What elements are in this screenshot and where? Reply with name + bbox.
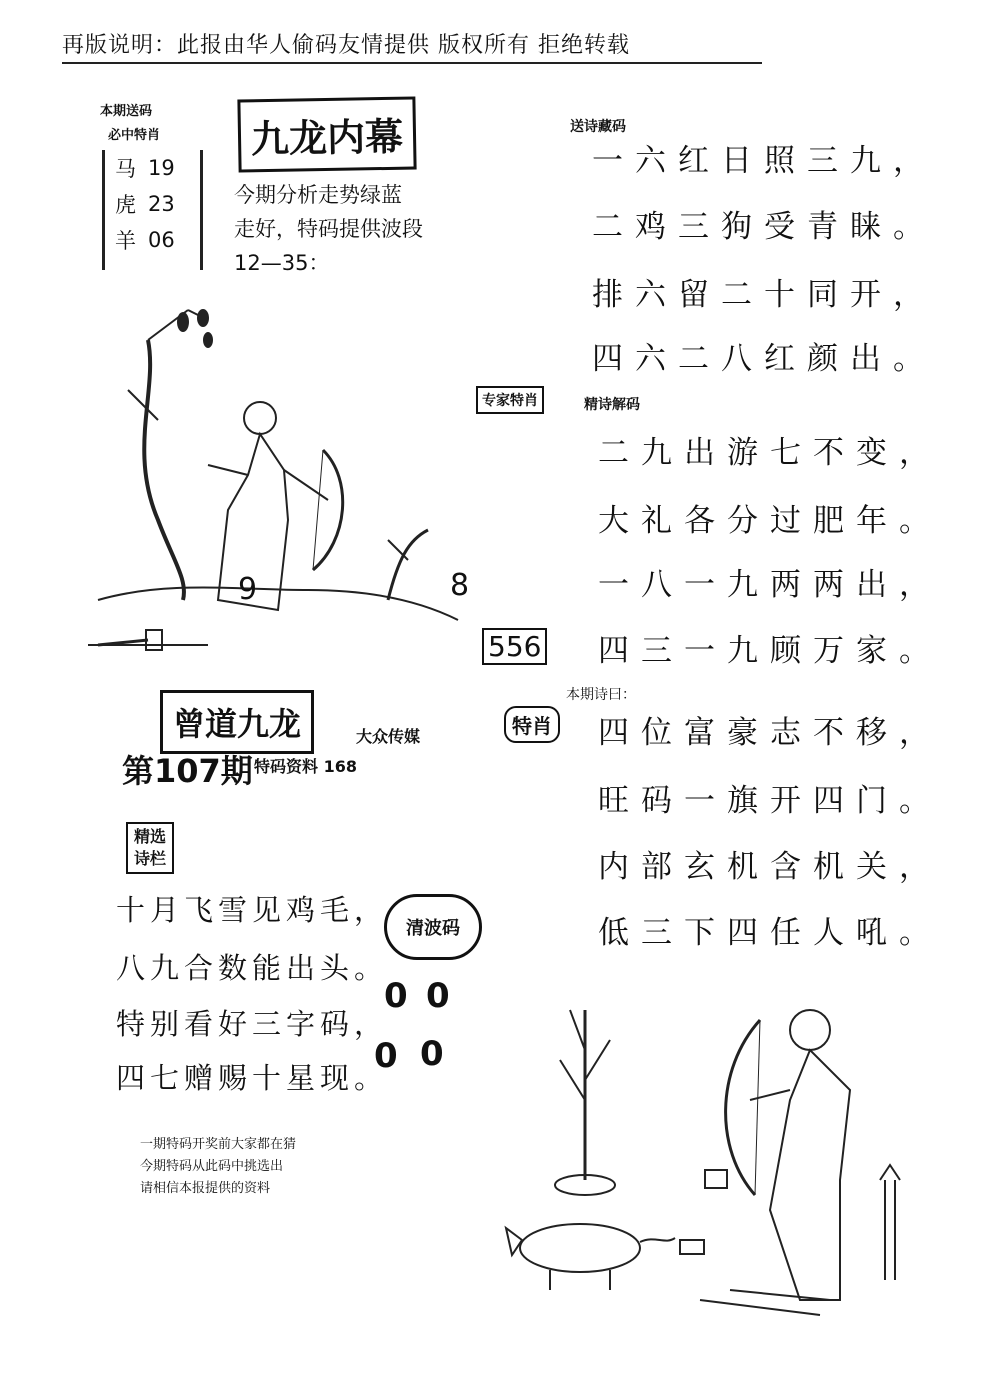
- poem2-line: 一八一九两两出，: [598, 567, 942, 603]
- handwritten-line: 今期特码从此码中挑选出: [140, 1159, 284, 1174]
- left-poem-line: 特别看好三字码，: [116, 1007, 389, 1041]
- zodiac-row: [105, 186, 200, 222]
- analysis-line: 今期分析走势绿蓝: [234, 183, 402, 207]
- poem1-line: 排六留二十同开，: [592, 277, 936, 313]
- illustration-number-right: 8: [450, 568, 470, 603]
- handwritten-note: [140, 1134, 360, 1200]
- section-label-poem3: 本期诗曰：: [566, 687, 636, 703]
- section-label-expert: 专家特肖: [476, 386, 544, 414]
- zodiac-row: [105, 150, 200, 186]
- archer-pig-illustration: [500, 980, 920, 1340]
- issue-note: 特码资料 168: [254, 757, 357, 776]
- section-label-poem2: 精诗解码: [584, 397, 640, 413]
- header-notice: 再版说明：此报由华人偷码友情提供 版权所有 拒绝转载: [62, 33, 630, 58]
- left-poem-line: 十月飞雪见鸡毛，: [116, 893, 389, 927]
- poem2-line: 大礼各分过肥年。: [598, 503, 942, 539]
- brand-stamp: 曾道九龙: [160, 690, 314, 754]
- issue-number: 第107期: [122, 752, 253, 790]
- header-underline: [62, 62, 762, 64]
- illustration-number-left: 9: [238, 572, 258, 607]
- zodiac-tips: [102, 150, 203, 270]
- corner-note-2: 必中特肖: [108, 128, 161, 143]
- circle-mark: 0: [420, 1034, 444, 1074]
- poem1-line: 一六红日照三九，: [592, 143, 936, 179]
- number-box: 556: [482, 628, 547, 665]
- handwritten-line: 一期特码开奖前大家都在猜: [140, 1137, 297, 1152]
- zodiac-number: 06: [148, 228, 175, 252]
- zodiac-row: [105, 222, 200, 258]
- corner-note-1: 本期送码: [100, 104, 153, 119]
- circle-mark: 0: [384, 976, 408, 1016]
- left-poem-label-line: 诗栏: [134, 849, 167, 868]
- poem3-line: 旺码一旗开四门。: [598, 783, 942, 819]
- brand-tag: 大众传媒: [356, 727, 421, 746]
- circle-mark: 0: [426, 976, 450, 1016]
- zodiac-animal: 虎: [115, 193, 136, 217]
- analysis-line: 走好，特码提供波段: [234, 217, 423, 241]
- analysis-text: [234, 178, 514, 280]
- analysis-line: 12—35：: [234, 251, 330, 275]
- zodiac-animal: 马: [115, 157, 136, 181]
- poem1-line: 二鸡三狗受青睐。: [592, 209, 936, 245]
- poem3-line: 四位富豪志不移，: [598, 715, 942, 751]
- circle-mark: 0: [374, 1036, 398, 1076]
- zodiac-animal: 羊: [115, 229, 136, 253]
- left-poem-line: 四七赠赐十星现。: [116, 1061, 389, 1095]
- poem3-line: 低三下四任人吼。: [598, 915, 942, 951]
- poem3-line: 内部玄机含机关，: [598, 849, 942, 885]
- archer-illustration: [88, 300, 468, 670]
- poem2-line: 二九出游七不变，: [598, 435, 942, 471]
- section-label-poem1: 送诗藏码: [570, 119, 626, 135]
- left-poem-label-line: 精选: [134, 827, 167, 846]
- title-stamp: 九龙内幕: [237, 96, 416, 172]
- clear-stamp: 清波码: [384, 894, 482, 960]
- poem1-line: 四六二八红颜出。: [592, 341, 936, 377]
- zodiac-number: 19: [148, 156, 175, 180]
- zodiac-number: 23: [148, 192, 175, 216]
- left-poem-label: [126, 822, 174, 874]
- special-stamp: 特肖: [504, 706, 560, 743]
- handwritten-line: 请相信本报提供的资料: [140, 1181, 271, 1196]
- poem2-line: 四三一九顾万家。: [598, 633, 942, 669]
- left-poem-line: 八九合数能出头。: [116, 951, 389, 985]
